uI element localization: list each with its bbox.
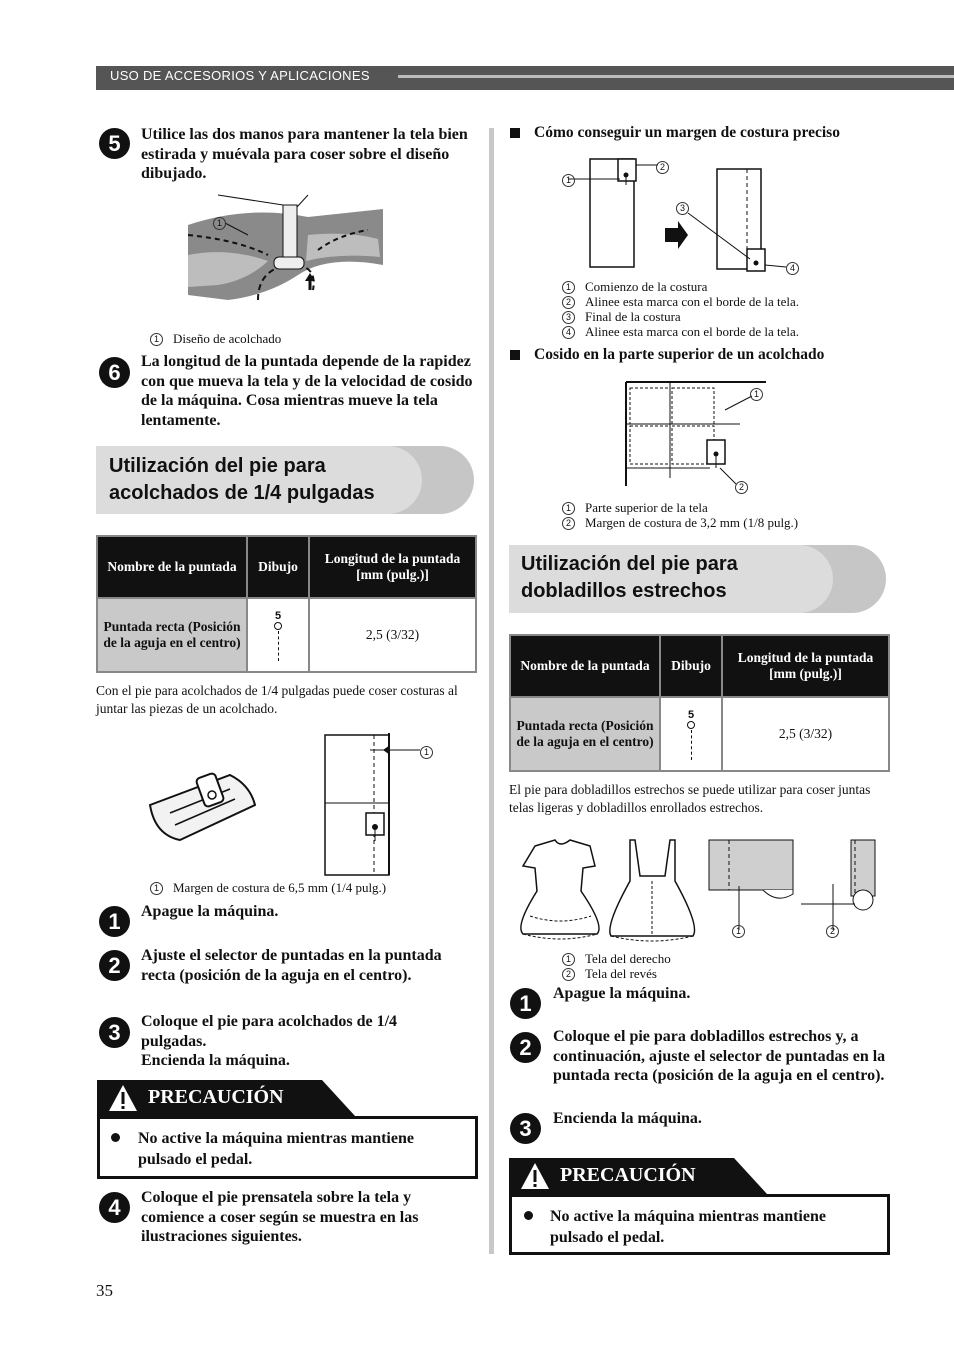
table-header-length: Longitud de la puntada [mm (pulg.)] [309,536,476,598]
fig1-callout: 1 [213,215,236,230]
straight-stitch-icon [691,730,692,760]
step-6-number: 6 [99,357,130,388]
table-cell-stitch-name: Puntada recta (Posición de la aguja en el centro) [97,598,247,672]
section-2-title-line-2: dobladillos estrechos [521,580,727,602]
step-2-text: Ajuste el selector de puntadas en la puntada recta (posición de la aguja en el centro). [141,947,442,984]
fig3-caption-1: 1 Comienzo de la costura [562,279,707,294]
table-cell-stitch-length: 2,5 (3/32) [309,598,476,672]
column-divider [489,128,494,1254]
fig3-caption-4: 4 Alinee esta marca con el borde de la tela. [562,324,799,339]
stitch-table-narrow-hem [509,634,890,772]
stitch-table-quarter-inch [96,535,477,673]
needle-position-icon [687,721,695,729]
caution-title: PRECAUCIÓN [148,1086,284,1108]
step-2-number: 2 [99,950,130,981]
bullet-1-square [510,128,520,138]
straight-stitch-icon [278,631,279,661]
quilting-hands-illustration [188,195,383,305]
bullet-2-square [510,350,520,360]
step-3-text: Coloque el pie para acolchados de 1/4 pulgadas. Encienda la máquina. [141,1013,398,1069]
page-number: 35 [96,1281,113,1300]
warning-triangle-icon [108,1084,138,1112]
fig3-caption-2: 2 Alinee esta marca con el borde de la tela. [562,294,799,309]
step-4-number: 4 [99,1192,130,1223]
caution-title: PRECAUCIÓN [560,1164,696,1186]
fig4-callout-2: 2 [735,479,758,494]
fig2-caption: 1 Margen de costura de 6,5 mm (1/4 pulg.) [150,880,386,895]
hem-diagram [705,838,880,936]
section-title: USO DE ACCESORIOS Y APLICACIONES [110,68,370,83]
table-cell-stitch-drawing [247,598,309,672]
fig4-caption-1: 1 Parte superior de la tela [562,500,708,515]
fig3-callout-2: 2 [656,159,679,174]
step-r3-number: 3 [510,1113,541,1144]
fig1-caption-num: 1 [150,333,163,346]
step-r1-number: 1 [510,988,541,1019]
step-5-text: Utilice las dos manos para mantener la tela bien estirada y muévala para coser sobre el diseño dibujado. [141,126,468,182]
stitch-symbol-number: 5 [274,609,282,622]
step-4-text: Coloque el pie prensatela sobre la tela y comience a coser según se muestra en las ilustraciones siguientes. [141,1189,419,1245]
fig3-callout-1: 1 [562,172,585,187]
step-1-number: 1 [99,906,130,937]
step-r1-text: Apague la máquina. [553,985,691,1002]
fig3-callout-4: 4 [786,260,809,275]
fig3-callout-3: 3 [676,200,699,215]
table-header-drawing: Dibujo [660,635,722,697]
section-1-title-line-1: Utilización del pie para [109,455,326,477]
warning-triangle-icon [520,1162,550,1190]
step-1-text: Apague la máquina. [141,903,279,920]
fig5-caption-1: 1 Tela del derecho [562,951,671,966]
quarter-inch-callout-arrow [370,740,425,760]
section-2-title-line-1: Utilización del pie para [521,553,738,575]
stitch-symbol-number: 5 [687,708,695,721]
quarter-inch-foot-illustration [140,765,260,845]
caution-text: No active la máquina mientras mantiene pulsado el pedal. [550,1208,826,1246]
step-6-text: La longitud de la puntada depende de la rapidez con que mueva la tela y de la velocidad de cosido de la máquina. Cosa mientras mueve la tela lentamente. [141,353,473,429]
garments-illustration [515,836,700,946]
section-2-intro: El pie para dobladillos estrechos se puede utilizar para coser juntas telas ligeras y dobladillos enrollados estrechos. [509,782,871,815]
caution-bullet-icon [524,1211,533,1220]
table-header-name: Nombre de la puntada [510,635,660,697]
caution-bullet-icon [111,1133,120,1142]
fig4-caption-2: 2 Margen de costura de 3,2 mm (1/8 pulg.) [562,515,798,530]
bullet-2-heading: Cosido en la parte superior de un acolchado [534,346,825,363]
table-header-length: Longitud de la puntada [mm (pulg.)] [722,635,889,697]
table-cell-stitch-length: 2,5 (3/32) [722,697,889,771]
step-r3-text: Encienda la máquina. [553,1110,702,1127]
fig5-callout-1: 1 [732,923,755,938]
fig2-caption-num: 1 [150,882,163,895]
section-1-intro: Con el pie para acolchados de 1/4 pulgadas puede coser costuras al juntar las piezas de un acolchado. [96,683,458,716]
header-rule [398,75,954,78]
fig2-callout: 1 [420,744,443,759]
fig4-callout-1: 1 [750,386,773,401]
step-3-number: 3 [99,1017,130,1048]
table-header-name: Nombre de la puntada [97,536,247,598]
bullet-1-heading: Cómo conseguir un margen de costura preciso [534,124,840,141]
caution-text: No active la máquina mientras mantiene pulsado el pedal. [138,1130,414,1168]
fig5-callout-2: 2 [826,923,849,938]
step-r2-text: Coloque el pie para dobladillos estrechos y, a continuación, ajuste el selector de puntadas en la puntada recta (posición de la aguja en el centro). [553,1028,886,1084]
fig5-caption-2: 2 Tela del revés [562,966,657,981]
fig1-caption: 1 Diseño de acolchado [150,331,281,346]
seam-margin-diagram [560,155,810,275]
fig3-caption-3: 3 Final de la costura [562,309,681,324]
step-5-number: 5 [99,128,130,159]
table-cell-stitch-name: Puntada recta (Posición de la aguja en el centro) [510,697,660,771]
table-header-drawing: Dibujo [247,536,309,598]
section-1-title-line-2: acolchados de 1/4 pulgadas [109,482,375,504]
needle-position-icon [274,622,282,630]
table-cell-stitch-drawing [660,697,722,771]
step-r2-number: 2 [510,1032,541,1063]
